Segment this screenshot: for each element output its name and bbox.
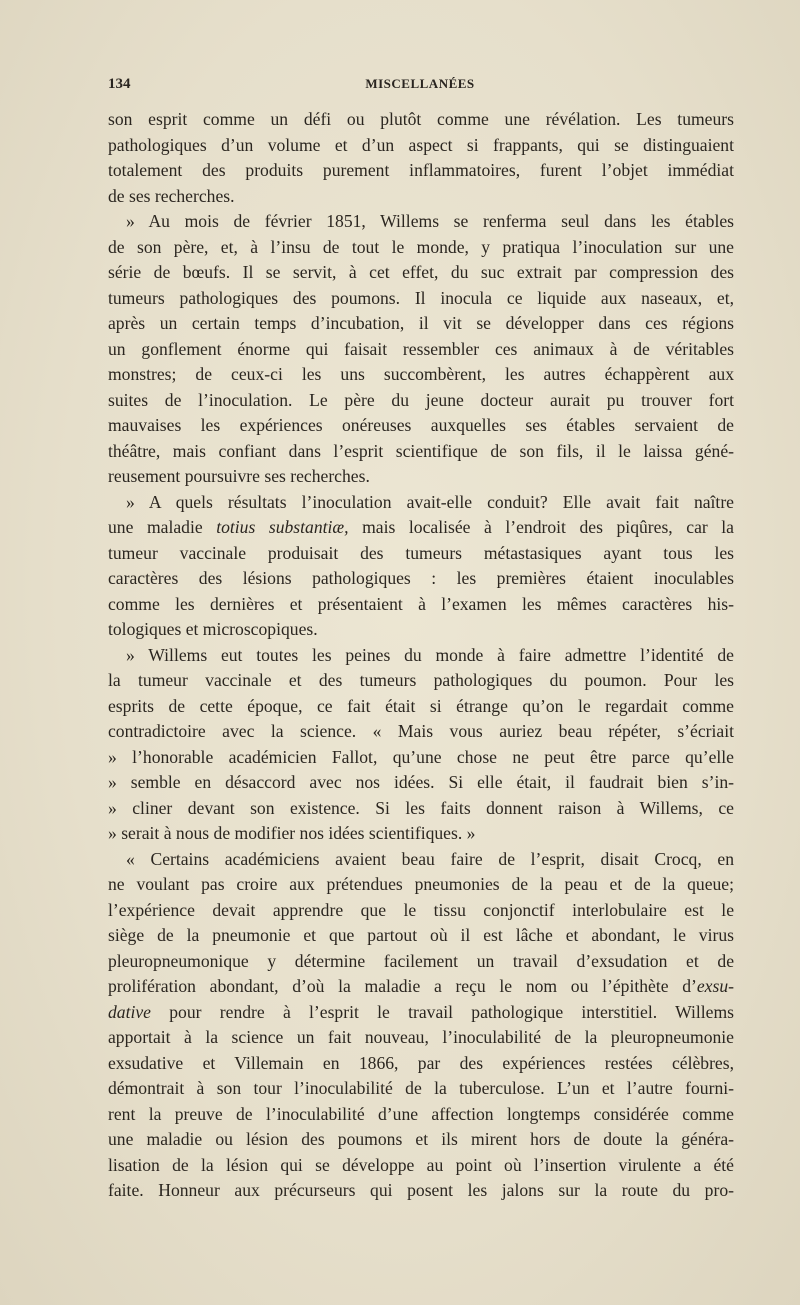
text-line (108, 515, 734, 541)
text-line: monstres; de ceux-ci les uns succombèrent, les autres échappèrent aux (108, 364, 734, 384)
text-line: faite. Honneur aux précurseurs qui posent les jalons sur la route du pro- (108, 1180, 734, 1200)
paragraph (108, 643, 734, 847)
text-line: » cliner devant son existence. Si les faits donnent raison à Willems, ce (108, 797, 734, 818)
italic-phrase: dative (108, 1001, 151, 1022)
text-line: de ses recherches. (108, 185, 235, 206)
paragraph (108, 107, 734, 209)
italic-phrase: totius substantiæ, (216, 517, 349, 537)
text-line: » l’honorable académicien Fallot, qu’une chose ne peut être parce qu’elle (108, 746, 734, 767)
text-line: théâtre, mais confiant dans l’esprit scientifique de son fils, il le laissa géné- (108, 440, 734, 461)
body-text (108, 107, 734, 1204)
running-head (108, 76, 732, 98)
text-line: » Willems eut toutes les peines du monde à faire admettre l’identité de (126, 644, 734, 665)
text-line: démontrait à son tour l’inoculabilité de la tuberculose. L’un et l’autre fourni- (108, 1078, 734, 1098)
text-line: pathologiques d’un volume et d’un aspect si frappants, qui se distinguaient (108, 134, 734, 155)
text-line: son esprit comme un défi ou plutôt comme une révélation. Les tumeurs (108, 109, 734, 129)
paragraph (108, 847, 734, 1204)
text-segment: une maladie (108, 517, 217, 537)
text-line: un gonflement énorme qui faisait ressembler ces animaux à de véritables (108, 338, 734, 359)
text-line: » A quels résultats l’inoculation avait-elle conduit? Elle avait fait naître (126, 491, 734, 512)
text-line: totalement des produits purement inflammatoires, furent l’objet immédiat (108, 160, 734, 180)
text-line: mauvaises les expériences onéreuses auxquelles ses étables servaient de (108, 415, 734, 435)
text-line: tologiques et microscopiques. (108, 619, 318, 639)
text-line: reusement poursuivre ses recherches. (108, 466, 370, 486)
text-line (108, 974, 734, 1000)
text-line: rent la preuve de l’inoculabilité d’une affection longtemps considérée comme (108, 1103, 734, 1124)
text-line: tumeur vaccinale produisait des tumeurs métastasiques ayant tous les (108, 542, 734, 563)
text-line: » Au mois de février 1851, Willems se renferma seul dans les étables (126, 211, 734, 231)
text-line: l’expérience devait apprendre que le tissu conjonctif interlobulaire est le (108, 899, 734, 920)
paragraph (108, 490, 734, 643)
text-line: caractères des lésions pathologiques : les premières étaient inoculables (108, 568, 734, 588)
text-line: suites de l’inoculation. Le père du jeune docteur aurait pu trouver fort (108, 389, 734, 410)
text-line: « Certains académiciens avaient beau faire de l’esprit, disait Crocq, en (126, 848, 734, 869)
text-line (108, 1000, 734, 1026)
text-line: ne voulant pas croire aux prétendues pneumonies de la peau et de la queue; (108, 874, 734, 894)
text-line: après un certain temps d’incubation, il vit se développer dans ces régions (108, 313, 734, 333)
section-title: MISCELLANÉES (365, 76, 475, 91)
text-line: apportait à la science un fait nouveau, l’inoculabilité de la pleuropneumonie (108, 1027, 734, 1047)
text-line: » serait à nous de modifier nos idées scientifiques. » (108, 823, 476, 843)
text-line: esprits de cette époque, ce fait était si étrange qu’on le regardait comme (108, 695, 734, 716)
text-segment: prolifération abondant, d’où la maladie a reçu le nom ou l’épithète d’ (108, 976, 697, 996)
text-segment: mais localisée à l’endroit des piqûres, car la (348, 517, 734, 537)
text-line: » semble en désaccord avec nos idées. Si elle était, il faudrait bien s’in- (108, 772, 734, 792)
text-line: pleuropneumonique y détermine facilement un travail d’exsudation et de (108, 950, 734, 971)
text-segment: pour rendre à l’esprit le travail pathologique interstitiel. Willems (151, 1001, 734, 1022)
text-line: tumeurs pathologiques des poumons. Il inocula ce liquide aux naseaux, et, (108, 287, 734, 308)
text-line: une maladie ou lésion des poumons et ils mirent hors de doute la généra- (108, 1129, 734, 1149)
text-line: de son père, et, à l’insu de tout le monde, y pratiqua l’inoculation sur une (108, 236, 734, 257)
page-number: 134 (108, 76, 131, 92)
text-line: lisation de la lésion qui se développe au point où l’insertion virulente a été (108, 1154, 734, 1175)
text-line: série de bœufs. Il se servit, à cet effet, du suc extrait par compression des (108, 262, 734, 282)
text-line: la tumeur vaccinale et des tumeurs pathologiques du poumon. Pour les (108, 670, 734, 690)
text-line: siège de la pneumonie et que partout où il est lâche et abondant, le virus (108, 925, 734, 945)
text-line: exsudative et Villemain en 1866, par des expériences restées célèbres, (108, 1052, 734, 1073)
text-line: contradictoire avec la science. « Mais vous auriez beau répéter, s’écriait (108, 721, 734, 741)
paragraph (108, 209, 734, 490)
text-line: comme les dernières et présentaient à l’examen les mêmes caractères his- (108, 593, 734, 614)
italic-phrase: exsu- (696, 976, 734, 996)
